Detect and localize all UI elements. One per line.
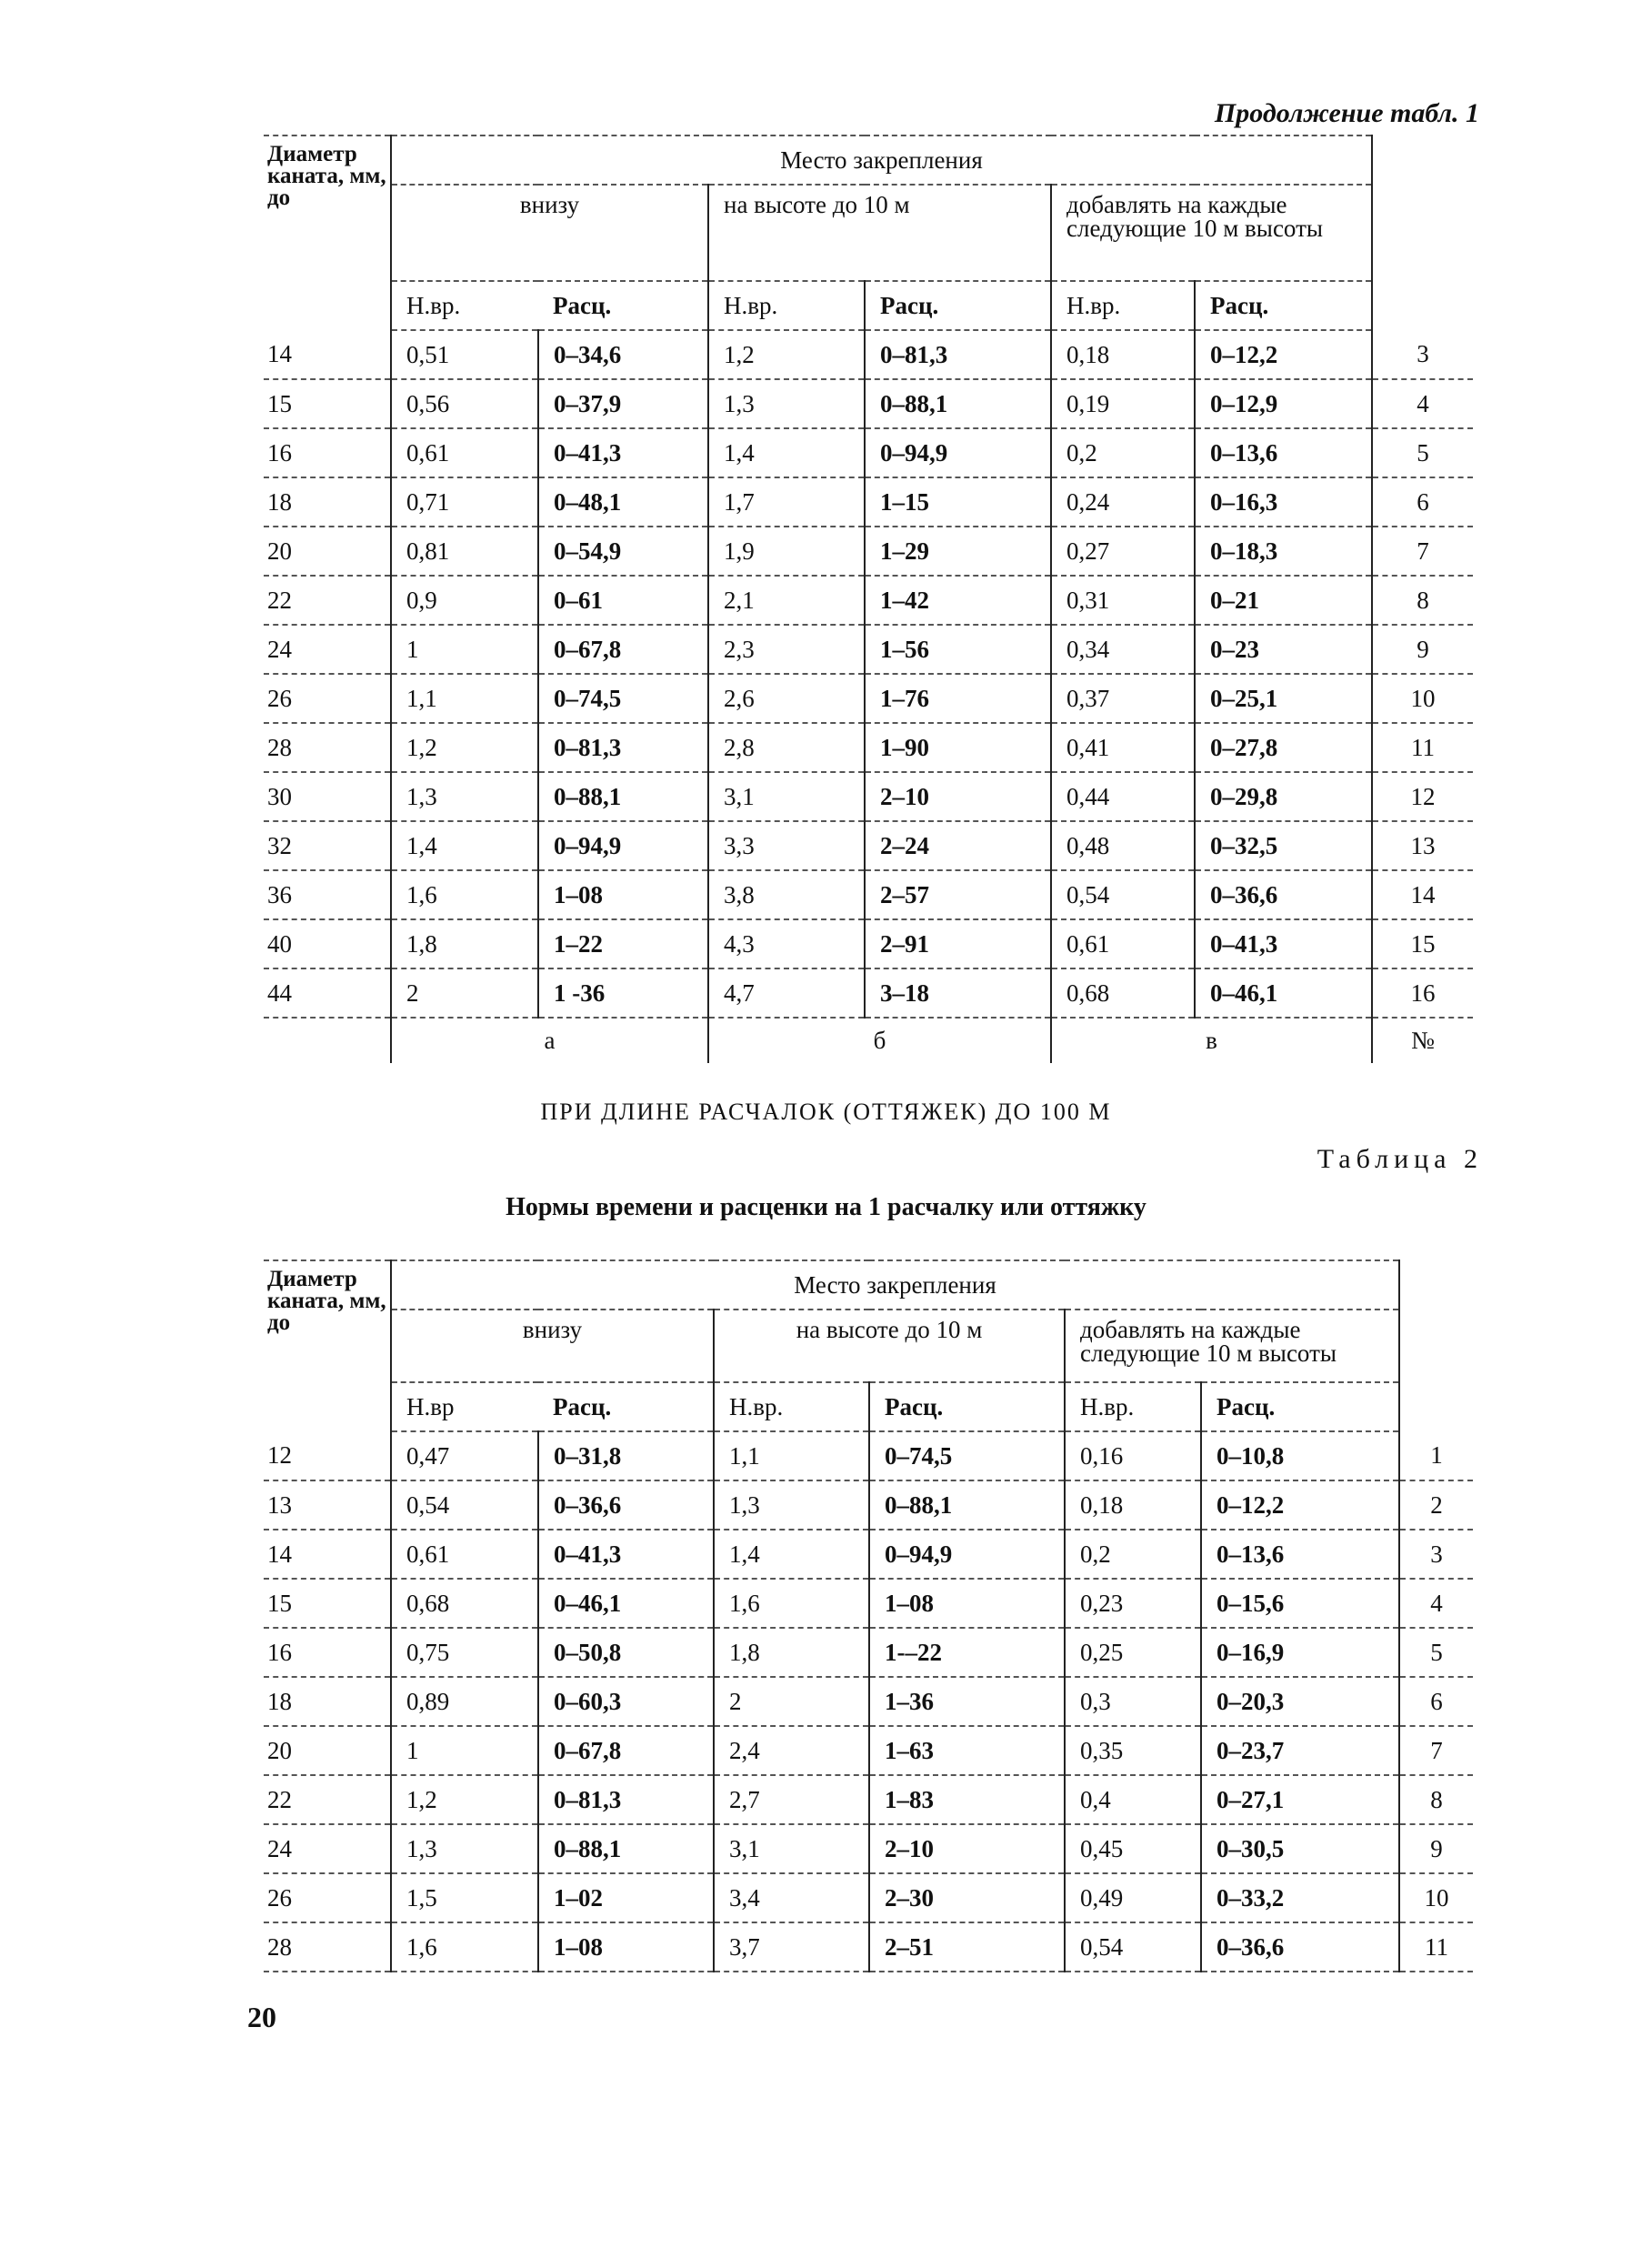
diameter-cell: 15 <box>264 1579 391 1628</box>
rasc-bottom-cell: 1–02 <box>538 1873 714 1922</box>
nvr-add-cell: 0,27 <box>1051 527 1195 576</box>
nvr-add-cell: 0,49 <box>1065 1873 1201 1922</box>
table-2-body <box>264 1431 1473 1972</box>
row-number-cell: 13 <box>1372 821 1473 870</box>
nvr-add-cell: 0,25 <box>1065 1628 1201 1677</box>
row-number-cell: 8 <box>1399 1775 1473 1824</box>
table-1 <box>264 135 1473 1063</box>
table-row <box>264 723 1473 772</box>
diameter-cell: 28 <box>264 723 391 772</box>
group-height: на высоте до 10 м <box>708 185 1051 281</box>
nvr-height-cell: 4,7 <box>708 968 865 1018</box>
rasc-add-cell: 0–21 <box>1195 576 1372 625</box>
diameter-cell: 26 <box>264 674 391 723</box>
nvr-height-cell: 1,3 <box>714 1480 869 1530</box>
table-row <box>264 919 1473 968</box>
nvr-height-cell: 1,1 <box>714 1431 869 1480</box>
nvr-bottom-cell: 0,81 <box>391 527 538 576</box>
nvr-height-cell: 2,4 <box>714 1726 869 1775</box>
nvr-bottom-cell: 1,3 <box>391 772 538 821</box>
row-number-cell: 11 <box>1372 723 1473 772</box>
rasc-height-cell: 0–88,1 <box>865 379 1051 428</box>
table-1-body <box>264 330 1473 1018</box>
nvr-bottom-cell: 2 <box>391 968 538 1018</box>
rasc-add-cell: 0–30,5 <box>1201 1824 1399 1873</box>
rasc-bottom-cell: 0–60,3 <box>538 1677 714 1726</box>
rasc-height-cell: 1–15 <box>865 477 1051 527</box>
table-row <box>264 1726 1473 1775</box>
row-number-cell: 6 <box>1399 1677 1473 1726</box>
row-number-cell: 3 <box>1399 1530 1473 1579</box>
diameter-cell: 24 <box>264 625 391 674</box>
rasc-height-cell: 0–88,1 <box>869 1480 1065 1530</box>
nvr-height-cell: 3,1 <box>714 1824 869 1873</box>
rasc-bottom-cell: 1–08 <box>538 1922 714 1972</box>
rasc-height-cell: 3–18 <box>865 968 1051 1018</box>
row-number-cell: 6 <box>1372 477 1473 527</box>
nvr-bottom-cell: 0,89 <box>391 1677 538 1726</box>
rasc-height-cell: 2–57 <box>865 870 1051 919</box>
row-number-cell: 16 <box>1372 968 1473 1018</box>
table-row <box>264 1480 1473 1530</box>
header-spacer <box>1372 135 1473 330</box>
nvr-bottom-cell: 1,4 <box>391 821 538 870</box>
row-number-cell: 10 <box>1372 674 1473 723</box>
rasc-bottom-cell: 0–34,6 <box>538 330 708 379</box>
row-number-cell: 9 <box>1372 625 1473 674</box>
rasc-bottom-cell: 0–88,1 <box>538 772 708 821</box>
table-1-footer <box>264 1018 1473 1063</box>
nvr-add-cell: 0,4 <box>1065 1775 1201 1824</box>
rasc-bottom-cell: 0–36,6 <box>538 1480 714 1530</box>
rasc-bottom-cell: 0–46,1 <box>538 1579 714 1628</box>
col-rasc-2: Расц. <box>869 1382 1065 1431</box>
continuation-label: Продолжение табл. 1 <box>1214 98 1479 128</box>
col-rasc-1: Расц. <box>538 1382 714 1431</box>
rasc-bottom-cell: 0–41,3 <box>538 428 708 477</box>
nvr-add-cell: 0,19 <box>1051 379 1195 428</box>
rasc-height-cell: 0–74,5 <box>869 1431 1065 1480</box>
rasc-add-cell: 0–16,9 <box>1201 1628 1399 1677</box>
rasc-add-cell: 0–27,1 <box>1201 1775 1399 1824</box>
row-number-cell: 4 <box>1372 379 1473 428</box>
table-row <box>264 821 1473 870</box>
rasc-bottom-cell: 0–67,8 <box>538 1726 714 1775</box>
rasc-add-cell: 0–29,8 <box>1195 772 1372 821</box>
nvr-add-cell: 0,54 <box>1051 870 1195 919</box>
nvr-height-cell: 2,3 <box>708 625 865 674</box>
col-rasc-1: Расц. <box>538 281 708 330</box>
table-row <box>264 527 1473 576</box>
diameter-cell: 14 <box>264 1530 391 1579</box>
nvr-bottom-cell: 0,71 <box>391 477 538 527</box>
rasc-height-cell: 1–36 <box>869 1677 1065 1726</box>
nvr-bottom-cell: 1,1 <box>391 674 538 723</box>
diameter-header: Диаметр каната, мм, до <box>264 1260 391 1431</box>
row-number-cell: 5 <box>1372 428 1473 477</box>
rasc-add-cell: 0–13,6 <box>1201 1530 1399 1579</box>
diameter-cell: 22 <box>264 576 391 625</box>
footer-col-b: б <box>708 1018 1051 1063</box>
footer-spacer <box>264 1018 391 1063</box>
rasc-height-cell: 0–94,9 <box>869 1530 1065 1579</box>
nvr-bottom-cell: 0,51 <box>391 330 538 379</box>
diameter-cell: 14 <box>264 330 391 379</box>
rasc-add-cell: 0–32,5 <box>1195 821 1372 870</box>
row-number-cell: 15 <box>1372 919 1473 968</box>
rasc-add-cell: 0–36,6 <box>1195 870 1372 919</box>
table-row <box>264 870 1473 919</box>
row-number-cell: 7 <box>1399 1726 1473 1775</box>
rasc-bottom-cell: 0–50,8 <box>538 1628 714 1677</box>
table-row <box>264 330 1473 379</box>
diameter-cell: 22 <box>264 1775 391 1824</box>
nvr-height-cell: 4,3 <box>708 919 865 968</box>
row-number-cell: 9 <box>1399 1824 1473 1873</box>
table-row <box>264 1431 1473 1480</box>
table-row <box>264 1628 1473 1677</box>
nvr-height-cell: 1,8 <box>714 1628 869 1677</box>
nvr-height-cell: 1,2 <box>708 330 865 379</box>
nvr-height-cell: 1,6 <box>714 1579 869 1628</box>
diameter-cell: 12 <box>264 1431 391 1480</box>
rasc-add-cell: 0–16,3 <box>1195 477 1372 527</box>
table-row <box>264 1579 1473 1628</box>
col-nvr-2: Н.вр. <box>714 1382 869 1431</box>
diameter-cell: 20 <box>264 1726 391 1775</box>
rasc-bottom-cell: 0–61 <box>538 576 708 625</box>
table-2-header <box>264 1260 1473 1431</box>
table-2-label: Таблица 2 <box>1317 1144 1483 1174</box>
diameter-cell: 13 <box>264 1480 391 1530</box>
diameter-cell: 28 <box>264 1922 391 1972</box>
diameter-cell: 20 <box>264 527 391 576</box>
footer-number-sign: № <box>1372 1018 1473 1063</box>
nvr-add-cell: 0,2 <box>1051 428 1195 477</box>
table-row <box>264 428 1473 477</box>
group-add: добавлять на каждые следующие 10 м высоты <box>1051 185 1372 281</box>
nvr-bottom-cell: 0,54 <box>391 1480 538 1530</box>
nvr-add-cell: 0,24 <box>1051 477 1195 527</box>
rasc-bottom-cell: 0–31,8 <box>538 1431 714 1480</box>
nvr-bottom-cell: 1,3 <box>391 1824 538 1873</box>
diameter-cell: 26 <box>264 1873 391 1922</box>
rasc-height-cell: 1–76 <box>865 674 1051 723</box>
rasc-bottom-cell: 0–54,9 <box>538 527 708 576</box>
nvr-add-cell: 0,41 <box>1051 723 1195 772</box>
col-rasc-2: Расц. <box>865 281 1051 330</box>
nvr-add-cell: 0,68 <box>1051 968 1195 1018</box>
col-nvr-1: Н.вр. <box>391 281 538 330</box>
col-nvr-1: Н.вр <box>391 1382 538 1431</box>
rasc-height-cell: 0–94,9 <box>865 428 1051 477</box>
row-number-cell: 4 <box>1399 1579 1473 1628</box>
diameter-cell: 18 <box>264 477 391 527</box>
nvr-height-cell: 1,4 <box>708 428 865 477</box>
nvr-bottom-cell: 1,8 <box>391 919 538 968</box>
nvr-add-cell: 0,34 <box>1051 625 1195 674</box>
nvr-bottom-cell: 1 <box>391 625 538 674</box>
table-row <box>264 1824 1473 1873</box>
nvr-height-cell: 3,1 <box>708 772 865 821</box>
nvr-height-cell: 2,1 <box>708 576 865 625</box>
rasc-bottom-cell: 0–74,5 <box>538 674 708 723</box>
row-number-cell: 3 <box>1372 330 1473 379</box>
rasc-add-cell: 0–23,7 <box>1201 1726 1399 1775</box>
rasc-add-cell: 0–25,1 <box>1195 674 1372 723</box>
group-bottom: внизу <box>391 1310 714 1382</box>
rasc-bottom-cell: 1 -36 <box>538 968 708 1018</box>
row-number-cell: 1 <box>1399 1431 1473 1480</box>
rasc-add-cell: 0–13,6 <box>1195 428 1372 477</box>
nvr-add-cell: 0,23 <box>1065 1579 1201 1628</box>
place-header: Место закрепления <box>391 1260 1399 1310</box>
diameter-cell: 15 <box>264 379 391 428</box>
rasc-bottom-cell: 0–81,3 <box>538 1775 714 1824</box>
diameter-cell: 16 <box>264 428 391 477</box>
table-row <box>264 1677 1473 1726</box>
nvr-add-cell: 0,54 <box>1065 1922 1201 1972</box>
diameter-cell: 24 <box>264 1824 391 1873</box>
rasc-add-cell: 0–27,8 <box>1195 723 1372 772</box>
nvr-bottom-cell: 1 <box>391 1726 538 1775</box>
row-number-cell: 11 <box>1399 1922 1473 1972</box>
nvr-bottom-cell: 1,2 <box>391 1775 538 1824</box>
nvr-height-cell: 2,6 <box>708 674 865 723</box>
diameter-cell: 40 <box>264 919 391 968</box>
col-rasc-3: Расц. <box>1195 281 1372 330</box>
rasc-height-cell: 1-–22 <box>869 1628 1065 1677</box>
rasc-bottom-cell: 0–37,9 <box>538 379 708 428</box>
rasc-bottom-cell: 1–22 <box>538 919 708 968</box>
nvr-add-cell: 0,45 <box>1065 1824 1201 1873</box>
col-nvr-2: Н.вр. <box>708 281 865 330</box>
rasc-height-cell: 0–81,3 <box>865 330 1051 379</box>
table-row <box>264 1775 1473 1824</box>
table-row <box>264 477 1473 527</box>
nvr-add-cell: 0,37 <box>1051 674 1195 723</box>
row-number-cell: 7 <box>1372 527 1473 576</box>
row-number-cell: 8 <box>1372 576 1473 625</box>
rasc-height-cell: 2–10 <box>865 772 1051 821</box>
row-number-cell: 12 <box>1372 772 1473 821</box>
nvr-bottom-cell: 1,6 <box>391 1922 538 1972</box>
rasc-add-cell: 0–15,6 <box>1201 1579 1399 1628</box>
rasc-add-cell: 0–18,3 <box>1195 527 1372 576</box>
rasc-bottom-cell: 0–41,3 <box>538 1530 714 1579</box>
header-spacer <box>1399 1260 1473 1431</box>
rasc-height-cell: 2–24 <box>865 821 1051 870</box>
rasc-add-cell: 0–12,9 <box>1195 379 1372 428</box>
table-row <box>264 379 1473 428</box>
nvr-add-cell: 0,31 <box>1051 576 1195 625</box>
table-row <box>264 1873 1473 1922</box>
rasc-add-cell: 0–33,2 <box>1201 1873 1399 1922</box>
group-bottom: внизу <box>391 185 708 281</box>
nvr-height-cell: 3,8 <box>708 870 865 919</box>
diameter-header: Диаметр каната, мм, до <box>264 135 391 330</box>
section-title: ПРИ ДЛИНЕ РАСЧАЛОК (ОТТЯЖЕК) ДО 100 М <box>540 1099 1112 1125</box>
nvr-bottom-cell: 0,68 <box>391 1579 538 1628</box>
table-row <box>264 674 1473 723</box>
nvr-add-cell: 0,16 <box>1065 1431 1201 1480</box>
nvr-add-cell: 0,18 <box>1051 330 1195 379</box>
rasc-height-cell: 2–30 <box>869 1873 1065 1922</box>
nvr-height-cell: 2 <box>714 1677 869 1726</box>
nvr-bottom-cell: 0,9 <box>391 576 538 625</box>
row-number-cell: 10 <box>1399 1873 1473 1922</box>
rasc-height-cell: 1–42 <box>865 576 1051 625</box>
table-row <box>264 576 1473 625</box>
rasc-add-cell: 0–23 <box>1195 625 1372 674</box>
rasc-add-cell: 0–41,3 <box>1195 919 1372 968</box>
rasc-bottom-cell: 1–08 <box>538 870 708 919</box>
nvr-add-cell: 0,35 <box>1065 1726 1201 1775</box>
nvr-add-cell: 0,2 <box>1065 1530 1201 1579</box>
nvr-bottom-cell: 1,6 <box>391 870 538 919</box>
nvr-bottom-cell: 1,5 <box>391 1873 538 1922</box>
rasc-bottom-cell: 0–94,9 <box>538 821 708 870</box>
table-1-header <box>264 135 1473 330</box>
diameter-cell: 16 <box>264 1628 391 1677</box>
rasc-height-cell: 2–91 <box>865 919 1051 968</box>
rasc-add-cell: 0–46,1 <box>1195 968 1372 1018</box>
nvr-bottom-cell: 0,61 <box>391 1530 538 1579</box>
diameter-cell: 44 <box>264 968 391 1018</box>
table-row <box>264 968 1473 1018</box>
nvr-height-cell: 2,7 <box>714 1775 869 1824</box>
diameter-cell: 18 <box>264 1677 391 1726</box>
rasc-height-cell: 2–10 <box>869 1824 1065 1873</box>
table-2-caption: Нормы времени и расценки на 1 расчалку или оттяжку <box>506 1193 1146 1221</box>
table-row <box>264 625 1473 674</box>
rasc-add-cell: 0–12,2 <box>1201 1480 1399 1530</box>
nvr-add-cell: 0,18 <box>1065 1480 1201 1530</box>
nvr-bottom-cell: 0,56 <box>391 379 538 428</box>
col-nvr-3: Н.вр. <box>1051 281 1195 330</box>
nvr-add-cell: 0,48 <box>1051 821 1195 870</box>
rasc-height-cell: 1–90 <box>865 723 1051 772</box>
diameter-cell: 30 <box>264 772 391 821</box>
nvr-height-cell: 1,4 <box>714 1530 869 1579</box>
rasc-add-cell: 0–10,8 <box>1201 1431 1399 1480</box>
nvr-add-cell: 0,3 <box>1065 1677 1201 1726</box>
nvr-height-cell: 1,7 <box>708 477 865 527</box>
nvr-add-cell: 0,61 <box>1051 919 1195 968</box>
rasc-height-cell: 1–08 <box>869 1579 1065 1628</box>
nvr-height-cell: 3,4 <box>714 1873 869 1922</box>
rasc-add-cell: 0–36,6 <box>1201 1922 1399 1972</box>
row-number-cell: 14 <box>1372 870 1473 919</box>
rasc-height-cell: 2–51 <box>869 1922 1065 1972</box>
col-rasc-3: Расц. <box>1201 1382 1399 1431</box>
rasc-add-cell: 0–20,3 <box>1201 1677 1399 1726</box>
nvr-height-cell: 2,8 <box>708 723 865 772</box>
nvr-height-cell: 1,9 <box>708 527 865 576</box>
diameter-cell: 36 <box>264 870 391 919</box>
nvr-bottom-cell: 1,2 <box>391 723 538 772</box>
nvr-add-cell: 0,44 <box>1051 772 1195 821</box>
place-header: Место закрепления <box>391 135 1372 185</box>
table-2 <box>264 1259 1473 1972</box>
footer-col-v: в <box>1051 1018 1372 1063</box>
table-row <box>264 772 1473 821</box>
nvr-bottom-cell: 0,47 <box>391 1431 538 1480</box>
rasc-add-cell: 0–12,2 <box>1195 330 1372 379</box>
nvr-height-cell: 3,7 <box>714 1922 869 1972</box>
row-number-cell: 2 <box>1399 1480 1473 1530</box>
nvr-height-cell: 1,3 <box>708 379 865 428</box>
col-nvr-3: Н.вр. <box>1065 1382 1201 1431</box>
page-number: 20 <box>247 2001 276 2033</box>
row-number-cell: 5 <box>1399 1628 1473 1677</box>
footer-col-a: а <box>391 1018 708 1063</box>
rasc-height-cell: 1–56 <box>865 625 1051 674</box>
rasc-height-cell: 1–83 <box>869 1775 1065 1824</box>
table-row <box>264 1922 1473 1972</box>
rasc-bottom-cell: 0–67,8 <box>538 625 708 674</box>
table-row <box>264 1530 1473 1579</box>
rasc-height-cell: 1–63 <box>869 1726 1065 1775</box>
rasc-bottom-cell: 0–48,1 <box>538 477 708 527</box>
group-height: на высоте до 10 м <box>714 1310 1065 1382</box>
rasc-height-cell: 1–29 <box>865 527 1051 576</box>
nvr-bottom-cell: 0,75 <box>391 1628 538 1677</box>
rasc-bottom-cell: 0–81,3 <box>538 723 708 772</box>
nvr-height-cell: 3,3 <box>708 821 865 870</box>
diameter-cell: 32 <box>264 821 391 870</box>
rasc-bottom-cell: 0–88,1 <box>538 1824 714 1873</box>
nvr-bottom-cell: 0,61 <box>391 428 538 477</box>
group-add: добавлять на каждые следующие 10 м высоты <box>1065 1310 1399 1382</box>
